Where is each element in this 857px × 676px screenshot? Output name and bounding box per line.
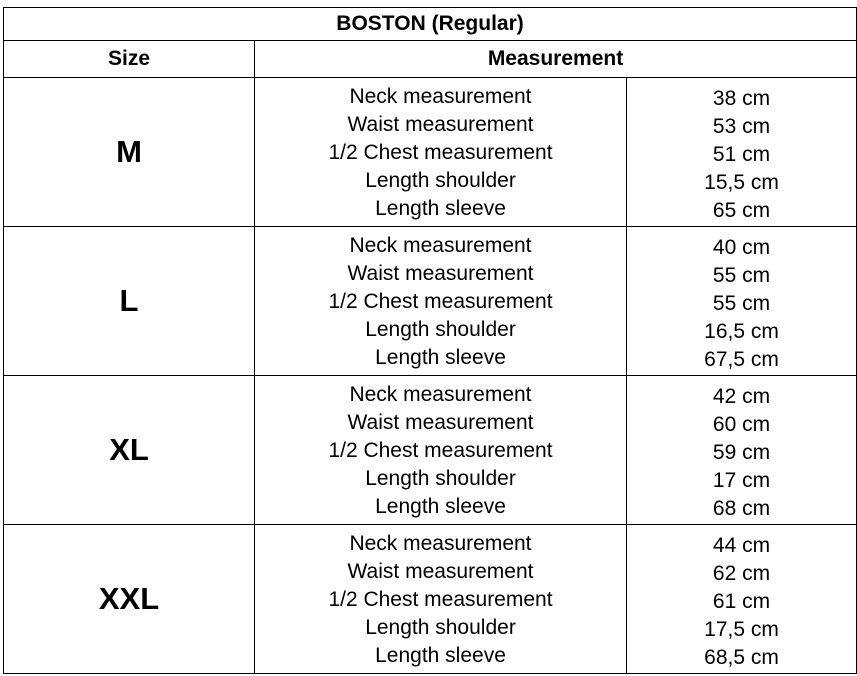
measurement-label: Length sleeve [375, 346, 506, 369]
measurement-label: Length shoulder [365, 616, 516, 639]
measurement-label: 1/2 Chest measurement [328, 141, 553, 164]
measurement-value: 68 cm [712, 497, 771, 520]
measurement-label: Length sleeve [375, 644, 506, 667]
size-chart-table [3, 7, 857, 674]
measurement-value: 15,5 cm [704, 171, 779, 194]
measurement-label: Waist measurement [347, 560, 534, 583]
measurement-value: 51 cm [712, 143, 771, 166]
measurement-label: 1/2 Chest measurement [328, 290, 553, 313]
measurement-value: 53 cm [712, 115, 771, 138]
table-row [4, 376, 857, 525]
measurement-value: 38 cm [712, 87, 771, 110]
measurement-value: 17 cm [712, 469, 771, 492]
measurement-label: Waist measurement [347, 411, 534, 434]
measurement-label: Neck measurement [349, 85, 532, 108]
measurement-labels [255, 227, 627, 376]
size-column-header: Size [4, 41, 255, 78]
measurement-label: Waist measurement [347, 262, 534, 285]
measurement-values [627, 227, 857, 376]
measurement-label: Neck measurement [349, 532, 532, 555]
measurement-values [627, 78, 857, 227]
title-row [4, 8, 857, 41]
measurement-label: Neck measurement [349, 383, 532, 406]
table-row [4, 227, 857, 376]
measurement-label: Length sleeve [375, 197, 506, 220]
size-label: L [4, 227, 255, 376]
table-row [4, 525, 857, 674]
measurement-value: 55 cm [712, 292, 771, 315]
measurement-label: 1/2 Chest measurement [328, 439, 553, 462]
measurement-value: 67,5 cm [704, 348, 779, 371]
measurement-value: 42 cm [712, 385, 771, 408]
measurement-column-header: Measurement [255, 41, 857, 78]
measurement-label: Length sleeve [375, 495, 506, 518]
measurement-value: 16,5 cm [704, 320, 779, 343]
measurement-value: 59 cm [712, 441, 771, 464]
header-row [4, 41, 857, 78]
measurement-labels [255, 376, 627, 525]
measurement-values [627, 376, 857, 525]
measurement-value: 17,5 cm [704, 618, 779, 641]
measurement-label: Length shoulder [365, 467, 516, 490]
measurement-label: Neck measurement [349, 234, 532, 257]
size-label: XXL [4, 525, 255, 674]
measurement-value: 60 cm [712, 413, 771, 436]
table-title: BOSTON (Regular) [4, 8, 857, 41]
measurement-label: Length shoulder [365, 169, 516, 192]
measurement-label: Waist measurement [347, 113, 534, 136]
measurement-value: 68,5 cm [704, 646, 779, 669]
measurement-value: 65 cm [712, 199, 771, 222]
size-label: XL [4, 376, 255, 525]
measurement-value: 62 cm [712, 562, 771, 585]
measurement-value: 55 cm [712, 264, 771, 287]
measurement-labels [255, 78, 627, 227]
measurement-value: 40 cm [712, 236, 771, 259]
measurement-label: Length shoulder [365, 318, 516, 341]
size-label: M [4, 78, 255, 227]
measurement-label: 1/2 Chest measurement [328, 588, 553, 611]
measurement-values [627, 525, 857, 674]
measurement-labels [255, 525, 627, 674]
measurement-value: 61 cm [712, 590, 771, 613]
table-row [4, 78, 857, 227]
measurement-value: 44 cm [712, 534, 771, 557]
